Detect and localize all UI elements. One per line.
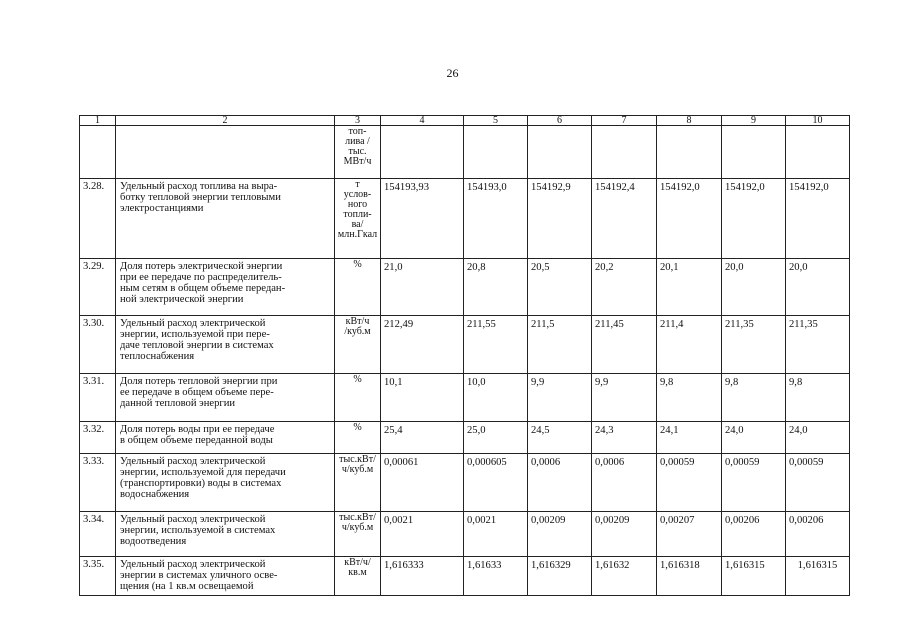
year-value: 154193,93 [384,182,430,193]
year-value [592,126,656,129]
year-value [528,126,591,129]
indicator-name: Доля потерь воды при ее передаче в общем объеме переданной воды [120,424,275,446]
year-value-cell [657,126,722,179]
year-value-cell [592,259,657,316]
column-header: 10 [786,116,850,126]
unit-of-measure: т услов- ного топли- ва/ млн.Гкал [337,179,378,240]
year-value: 24,1 [660,425,679,436]
year-value-cell [464,126,528,179]
unit-of-measure-cell [335,126,381,179]
row-number-cell [80,374,116,422]
year-value-cell [464,259,528,316]
year-value: 20,0 [789,262,808,273]
indicator-name: Удельный расход электрической энергии, используемой для передачи (транспортировки) воды в системах водоснабжения [120,456,286,500]
year-value-cell [528,316,592,374]
year-value: 9,8 [789,377,803,388]
table-row [80,512,850,557]
year-value: 20,5 [531,262,550,273]
year-value-cell [786,374,850,422]
row-number-cell [80,316,116,374]
row-number: 3.34. [83,514,105,525]
table-row [80,422,850,454]
year-value-cell [381,422,464,454]
year-value-cell [722,422,786,454]
indicator-name: Доля потерь электрической энергии при ее передаче по распределитель- ным сетям в общем объеме передан- ной электрической энергии [120,261,286,305]
year-value: 1,61633 [467,560,502,571]
year-value-cell [592,512,657,557]
year-value: 0,000605 [467,457,507,468]
year-value: 1,616329 [531,560,571,571]
column-header-row [80,116,850,126]
year-value: 211,55 [467,319,496,330]
row-number-cell [80,126,116,179]
year-value: 0,00206 [789,515,824,526]
year-value-cell [528,126,592,179]
row-number-cell [80,259,116,316]
unit-of-measure-cell [335,374,381,422]
year-value: 24,3 [595,425,614,436]
row-number-cell [80,557,116,596]
year-value-cell [592,179,657,259]
row-number: 3.35. [83,559,105,570]
year-value-cell [722,179,786,259]
year-value: 20,1 [660,262,679,273]
year-value: 211,4 [660,319,684,330]
year-value: 1,616333 [384,560,424,571]
year-value-cell [786,422,850,454]
unit-of-measure: тыс.кВт/ ч/куб.м [339,454,376,475]
year-value: 9,9 [531,377,545,388]
table-row [80,374,850,422]
year-value-cell [592,557,657,596]
year-value: 211,35 [725,319,754,330]
unit-of-measure: кВт/ч /куб.м [344,316,371,337]
year-value: 20,0 [725,262,744,273]
year-value: 0,00209 [531,515,566,526]
year-value-cell [381,374,464,422]
indicator-name-cell [116,259,335,316]
indicators-table [79,115,850,596]
year-value-cell [786,259,850,316]
indicator-name-cell [116,316,335,374]
year-value-cell [592,422,657,454]
year-value: 25,0 [467,425,486,436]
year-value-cell [381,179,464,259]
table-row [80,126,850,179]
year-value: 0,0021 [467,515,497,526]
indicator-name: Удельный расход электрической энергии в системах уличного осве- щения (на 1 кв.м освещаемой [120,559,278,592]
year-value: 25,4 [384,425,403,436]
year-value: 20,2 [595,262,614,273]
unit-of-measure: кВт/ч/ кв.м [344,557,371,578]
indicator-name: Удельный расход топлива на выра- ботку тепловой энергии тепловыми электростанциями [120,181,281,214]
year-value-cell [722,374,786,422]
unit-of-measure-cell [335,179,381,259]
page-number: 26 [446,66,459,80]
row-number [80,126,115,128]
year-value: 0,0006 [531,457,561,468]
year-value: 9,8 [660,377,674,388]
year-value: 9,8 [725,377,739,388]
year-value-cell [657,179,722,259]
unit-of-measure-cell [335,316,381,374]
table-row [80,557,850,596]
year-value-cell [528,422,592,454]
column-header: 4 [381,116,464,126]
year-value: 20,8 [467,262,486,273]
column-header: 9 [722,116,786,126]
year-value-cell [381,557,464,596]
unit-of-measure-cell [335,557,381,596]
unit-of-measure-cell [335,259,381,316]
column-header: 7 [592,116,657,126]
year-value [722,126,785,129]
unit-of-measure: % [353,422,362,433]
year-value-cell [786,454,850,512]
row-number: 3.30. [83,318,105,329]
indicator-name: Доля потерь тепловой энергии при ее передаче в общем объеме пере- данной тепловой энергии [120,376,278,409]
year-value: 211,35 [789,319,818,330]
year-value: 0,00209 [595,515,630,526]
year-value-cell [657,454,722,512]
indicator-name: Удельный расход электрической энергии, используемой в системах водоотведения [120,514,276,547]
indicator-name-cell [116,422,335,454]
table-row [80,259,850,316]
year-value-cell [381,259,464,316]
indicator-name-cell [116,454,335,512]
year-value-cell [722,259,786,316]
year-value-cell [464,374,528,422]
row-number: 3.29. [83,261,105,272]
column-header: 6 [528,116,592,126]
indicator-name [116,126,334,128]
row-number-cell [80,422,116,454]
year-value-cell [722,316,786,374]
year-value-cell [722,512,786,557]
year-value: 1,616318 [660,560,700,571]
year-value: 24,5 [531,425,550,436]
indicator-name-cell [116,512,335,557]
indicator-name-cell [116,374,335,422]
year-value-cell [528,557,592,596]
row-number-cell [80,512,116,557]
column-header: 2 [116,116,335,126]
year-value: 0,00059 [789,457,824,468]
year-value-cell [592,374,657,422]
indicator-name-cell [116,126,335,179]
unit-of-measure: % [353,374,362,385]
row-number: 3.31. [83,376,105,387]
row-number-cell [80,454,116,512]
year-value-cell [657,557,722,596]
year-value: 0,0021 [384,515,414,526]
year-value-cell [786,557,850,596]
year-value-cell [528,374,592,422]
row-number: 3.33. [83,456,105,467]
year-value-cell [657,422,722,454]
year-value-cell [786,126,850,179]
year-value: 0,00061 [384,457,419,468]
year-value: 154192,0 [789,182,829,193]
year-value-cell [786,316,850,374]
year-value: 24,0 [725,425,744,436]
year-value-cell [381,512,464,557]
year-value-cell [464,422,528,454]
year-value: 0,0006 [595,457,625,468]
year-value: 0,00059 [660,457,695,468]
year-value-cell [722,454,786,512]
year-value-cell [381,316,464,374]
year-value-cell [786,179,850,259]
year-value [657,126,721,129]
row-number: 3.28. [83,181,105,192]
year-value: 21,0 [384,262,403,273]
unit-of-measure-cell [335,454,381,512]
year-value-cell [592,126,657,179]
year-value-cell [657,374,722,422]
year-value: 10,1 [384,377,403,388]
year-value-cell [464,557,528,596]
year-value-cell [657,259,722,316]
row-number-cell [80,179,116,259]
table-row [80,179,850,259]
column-header: 8 [657,116,722,126]
year-value: 0,00206 [725,515,760,526]
year-value [381,126,463,129]
year-value: 24,0 [789,425,808,436]
year-value-cell [592,316,657,374]
table-body [80,116,850,596]
year-value [786,126,849,129]
year-value-cell [381,126,464,179]
year-value: 1,61632 [595,560,630,571]
year-value: 211,45 [595,319,624,330]
indicator-name-cell [116,557,335,596]
year-value: 1,616315 [725,560,765,571]
column-header: 3 [335,116,381,126]
unit-of-measure: тыс.кВт/ ч/куб.м [339,512,376,533]
year-value: 154192,0 [660,182,700,193]
year-value: 154192,9 [531,182,571,193]
unit-of-measure: топ- лива / тыс. МВт/ч [343,126,372,167]
year-value [464,126,527,129]
year-value-cell [528,179,592,259]
year-value: 9,9 [595,377,609,388]
year-value-cell [722,126,786,179]
unit-of-measure-cell [335,512,381,557]
year-value-cell [381,454,464,512]
unit-of-measure: % [353,259,362,270]
year-value-cell [657,316,722,374]
year-value-cell [786,512,850,557]
indicator-name: Удельный расход электрической энергии, используемой при пере- даче тепловой энергии в системах теплоснабжения [120,318,274,362]
year-value-cell [528,259,592,316]
unit-of-measure-cell [335,422,381,454]
year-value-cell [528,454,592,512]
year-value-cell [464,179,528,259]
year-value: 1,616315 [797,560,838,571]
column-header: 1 [80,116,116,126]
year-value: 154192,4 [595,182,635,193]
year-value: 154193,0 [467,182,507,193]
year-value-cell [464,454,528,512]
year-value: 0,00059 [725,457,760,468]
table-row [80,316,850,374]
column-header: 5 [464,116,528,126]
row-number: 3.32. [83,424,105,435]
indicator-name-cell [116,179,335,259]
year-value: 0,00207 [660,515,695,526]
year-value-cell [528,512,592,557]
year-value: 10,0 [467,377,486,388]
year-value: 212,49 [384,319,414,330]
year-value-cell [657,512,722,557]
year-value-cell [464,316,528,374]
table-row [80,454,850,512]
year-value-cell [464,512,528,557]
year-value: 154192,0 [725,182,765,193]
year-value-cell [592,454,657,512]
year-value-cell [722,557,786,596]
year-value: 211,5 [531,319,555,330]
